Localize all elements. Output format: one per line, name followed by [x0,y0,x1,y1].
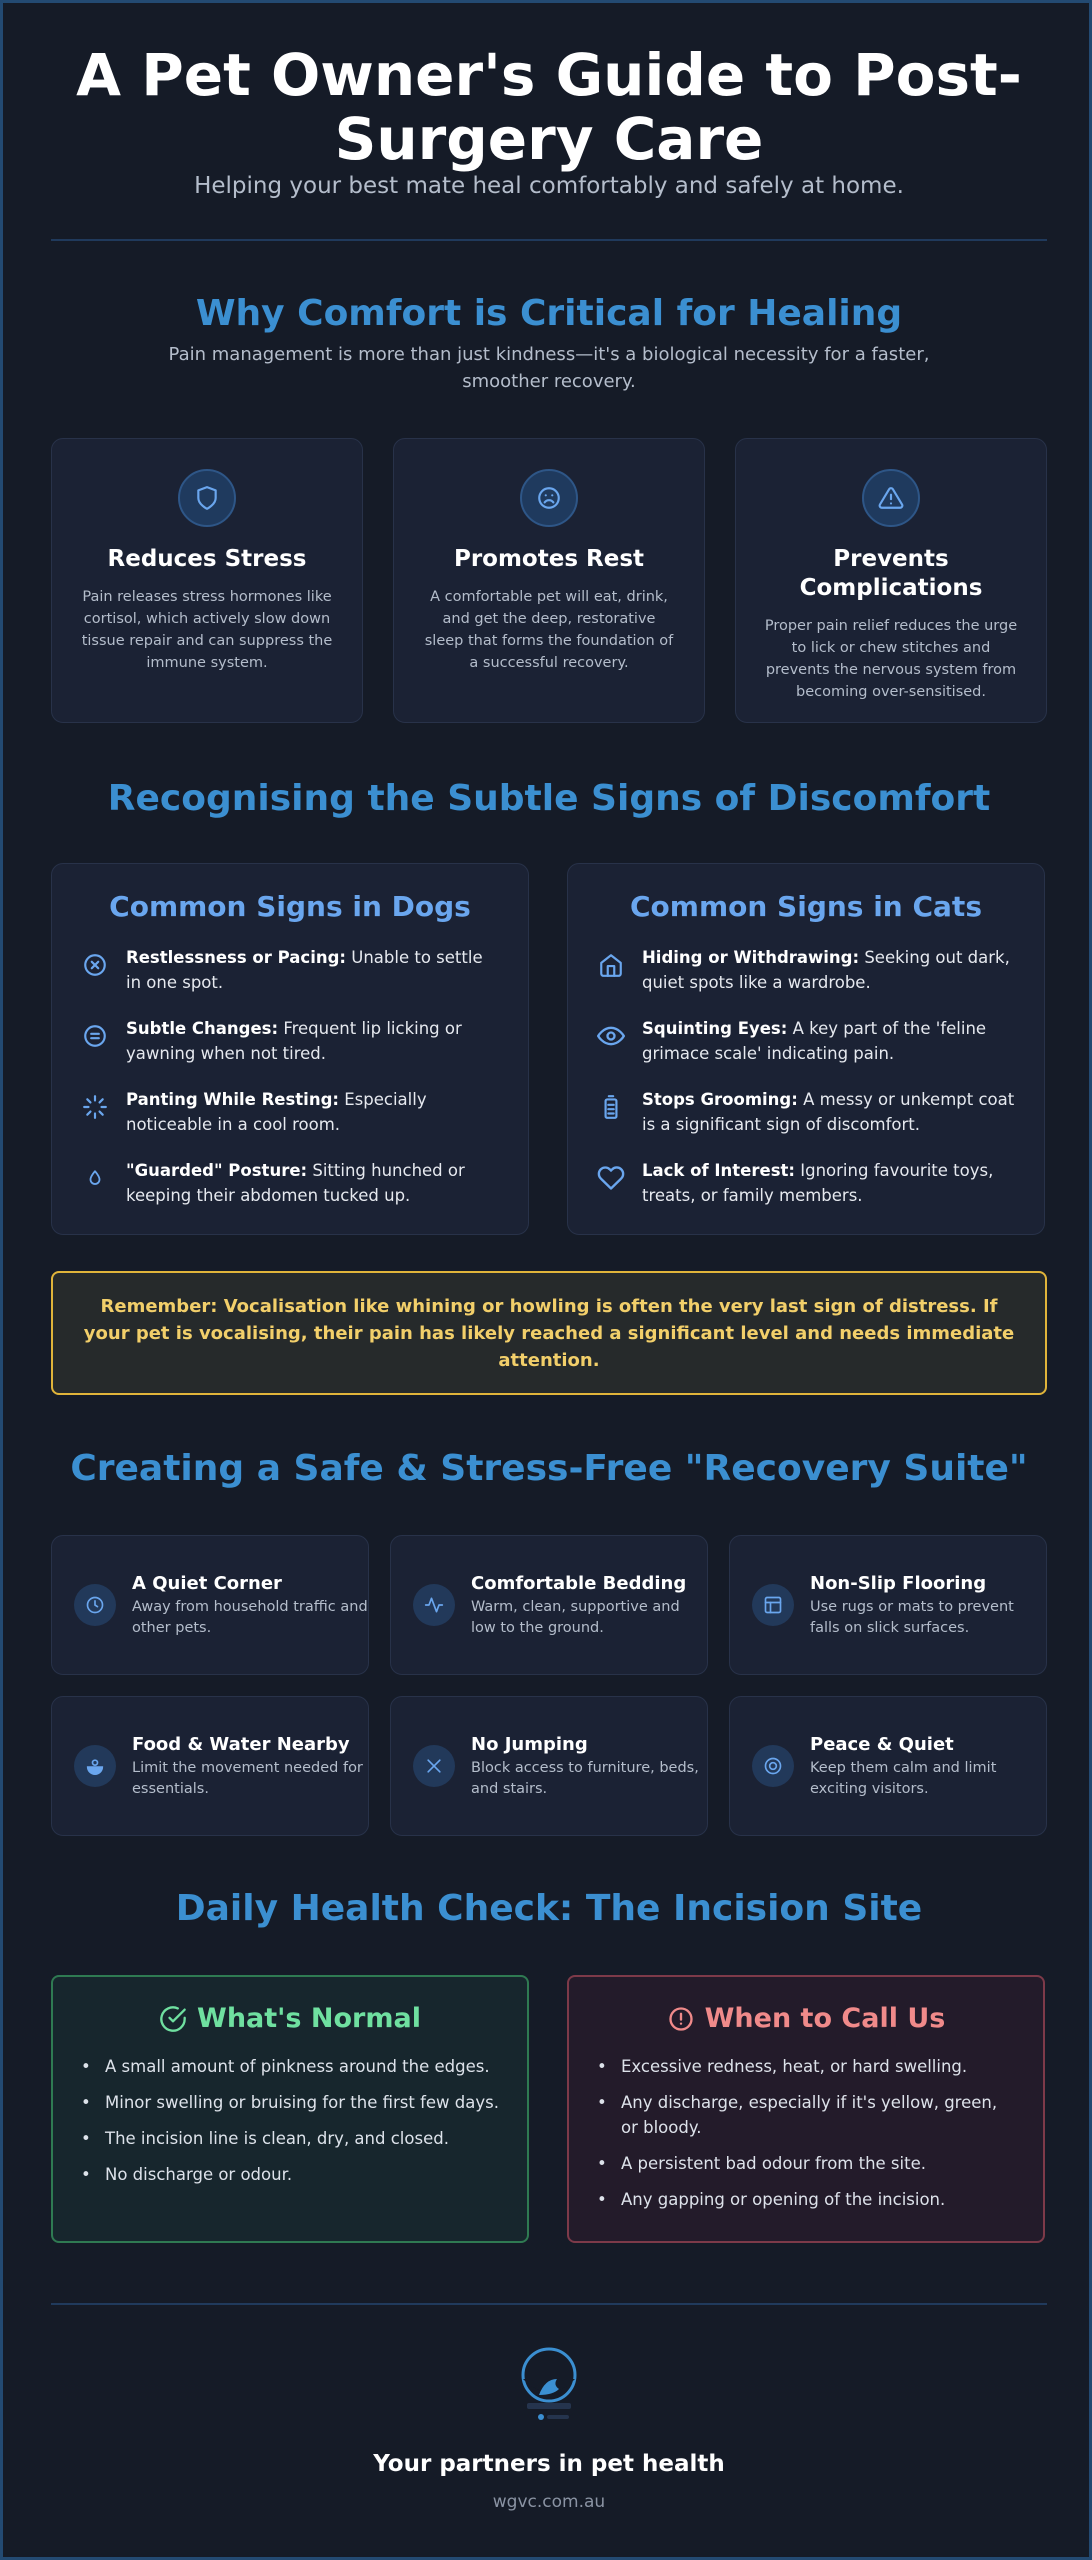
suite-item-title: Comfortable Bedding [471,1572,687,1594]
sad-face-icon [520,469,578,527]
suite-section-title: Creating a Safe & Stress-Free "Recovery Suite" [70,1448,1028,1489]
suite-card-peace-quiet [729,1696,1047,1836]
list-item: • Excessive redness, heat, or hard swelling. [597,2054,1017,2079]
why-section-title: Why Comfort is Critical for Healing [195,293,903,334]
sign-label: Subtle Changes: [126,1019,279,1038]
list-item [568,1087,1044,1137]
sign-text: Especially noticeable in a cool room. [126,1090,427,1134]
suite-card-no-jumping [390,1696,708,1836]
normal-signs-title: What's Normal [197,2003,421,2034]
list-item [568,945,1044,995]
suite-card-flooring [729,1535,1047,1675]
clock-icon [74,1584,116,1626]
suite-item-title: Food & Water Nearby [132,1733,350,1755]
cats-signs-title: Common Signs in Cats [630,890,982,923]
sign-text: A key part of the 'feline grimace scale' indicating pain. [642,1019,987,1063]
suite-item-body: Use rugs or mats to prevent falls on slick surfaces. [810,1598,1014,1636]
shield-icon [178,469,236,527]
why-card-body: Pain releases stress hormones like cortisol, which actively slow down tissue repair and can suppress the immune system. [81,589,333,671]
why-card-promotes-rest [393,438,705,723]
sign-label: Hiding or Withdrawing: [642,948,860,967]
vocalisation-alert: Remember: Vocalisation like whining or howling is often the very last sign of distress. If your pet is vocalising, their pain has likely reached a significant level and needs immediate attention. [51,1271,1047,1395]
dogs-signs-title: Common Signs in Dogs [109,890,471,923]
sign-label: Restlessness or Pacing: [126,948,347,967]
list-item: • The incision line is clean, dry, and closed. [81,2126,501,2151]
heart-icon [596,1163,626,1193]
x-circle-icon [80,950,110,980]
sign-text: Ignoring favourite toys, treats, or family members. [642,1161,994,1205]
why-card-title: Promotes Rest [453,546,645,572]
check-circle-icon [159,2005,187,2033]
suite-item-body: Limit the movement needed for essentials. [132,1759,363,1797]
health-section-title: Daily Health Check: The Incision Site [175,1888,923,1929]
list-item: • A small amount of pinkness around the edges. [81,2054,501,2079]
list-item [52,1158,528,1208]
loader-icon [80,1092,110,1122]
target-icon [752,1745,794,1787]
footer-divider [51,2303,1047,2305]
suite-item-body: Away from household traffic and other pets. [132,1598,368,1636]
list-item: • Minor swelling or bruising for the first few days. [81,2090,501,2115]
footer-tagline: Your partners in pet health [373,2451,725,2477]
eye-icon [596,1021,626,1051]
list-item: • No discharge or odour. [81,2162,501,2187]
sign-label: Panting While Resting: [126,1090,339,1109]
list-item [568,1158,1044,1208]
alert-circle-icon [667,2005,695,2033]
page-title: A Pet Owner's Guide to Post-Surgery Care [76,41,1022,173]
list-item [52,945,528,995]
sign-text: A messy or unkempt coat is a significant sign of discomfort. [642,1090,1015,1134]
sign-label: Squinting Eyes: [642,1019,788,1038]
why-card-body: Proper pain relief reduces the urge to lick or chew stitches and prevents the nervous system from becoming over-sensitised. [764,618,1018,700]
suite-item-body: Block access to furniture, beds, and stairs. [471,1759,699,1797]
signs-section-title: Recognising the Subtle Signs of Discomfort [107,778,991,819]
list-item [52,1087,528,1137]
suite-item-title: Non-Slip Flooring [810,1572,987,1594]
sign-text: Unable to settle in one spot. [126,948,483,992]
page-subtitle: Helping your best mate heal comfortably and safely at home. [194,173,904,199]
list-item [52,1016,528,1066]
why-card-body: A comfortable pet will eat, drink, and get the deep, restorative sleep that forms the foundation of a successful recovery. [424,589,674,671]
list-item: • Any gapping or opening of the incision. [597,2187,1017,2212]
normal-signs-card [51,1975,529,2243]
sign-label: Stops Grooming: [642,1090,798,1109]
clinic-logo-icon [509,2341,589,2431]
why-card-title: Prevents Complications [799,546,983,601]
battery-icon [596,1092,626,1122]
list-item: • Any discharge, especially if it's yellow, green, or bloody. [597,2090,1017,2140]
list-item: • A persistent bad odour from the site. [597,2151,1017,2176]
activity-icon [413,1584,455,1626]
sign-text: Sitting hunched or keeping their abdomen tucked up. [126,1161,465,1205]
suite-card-food-water [51,1696,369,1836]
suite-card-bedding [390,1535,708,1675]
x-icon [413,1745,455,1787]
bowl-icon [74,1745,116,1787]
call-us-title: When to Call Us [704,2003,946,2034]
suite-item-title: No Jumping [471,1733,588,1755]
warning-triangle-icon [862,469,920,527]
suite-item-body: Keep them calm and limit exciting visitors. [810,1759,997,1797]
why-card-title: Reduces Stress [107,546,307,572]
dogs-signs-card [51,863,529,1235]
why-card-reduces-stress [51,438,363,723]
sign-label: "Guarded" Posture: [126,1161,308,1180]
sign-label: Lack of Interest: [642,1161,796,1180]
header-divider [51,239,1047,241]
droplet-icon [80,1163,110,1193]
list-item [568,1016,1044,1066]
suite-item-body: Warm, clean, supportive and low to the ground. [471,1598,680,1636]
cats-signs-card [567,863,1045,1235]
layout-icon [752,1584,794,1626]
why-section-subtitle: Pain management is more than just kindness—it's a biological necessity for a faster, smoother recovery. [168,344,930,392]
why-card-prevents-complications [735,438,1047,723]
sign-text: Frequent lip licking or yawning when not tired. [126,1019,462,1063]
lines-circle-icon [80,1021,110,1051]
suite-card-quiet-corner [51,1535,369,1675]
footer-url-link[interactable]: wgvc.com.au [492,2492,606,2512]
sign-text: Seeking out dark, quiet spots like a wardrobe. [642,948,1010,992]
suite-item-title: A Quiet Corner [132,1572,282,1594]
call-us-card [567,1975,1045,2243]
suite-item-title: Peace & Quiet [810,1733,954,1755]
home-icon [596,950,626,980]
